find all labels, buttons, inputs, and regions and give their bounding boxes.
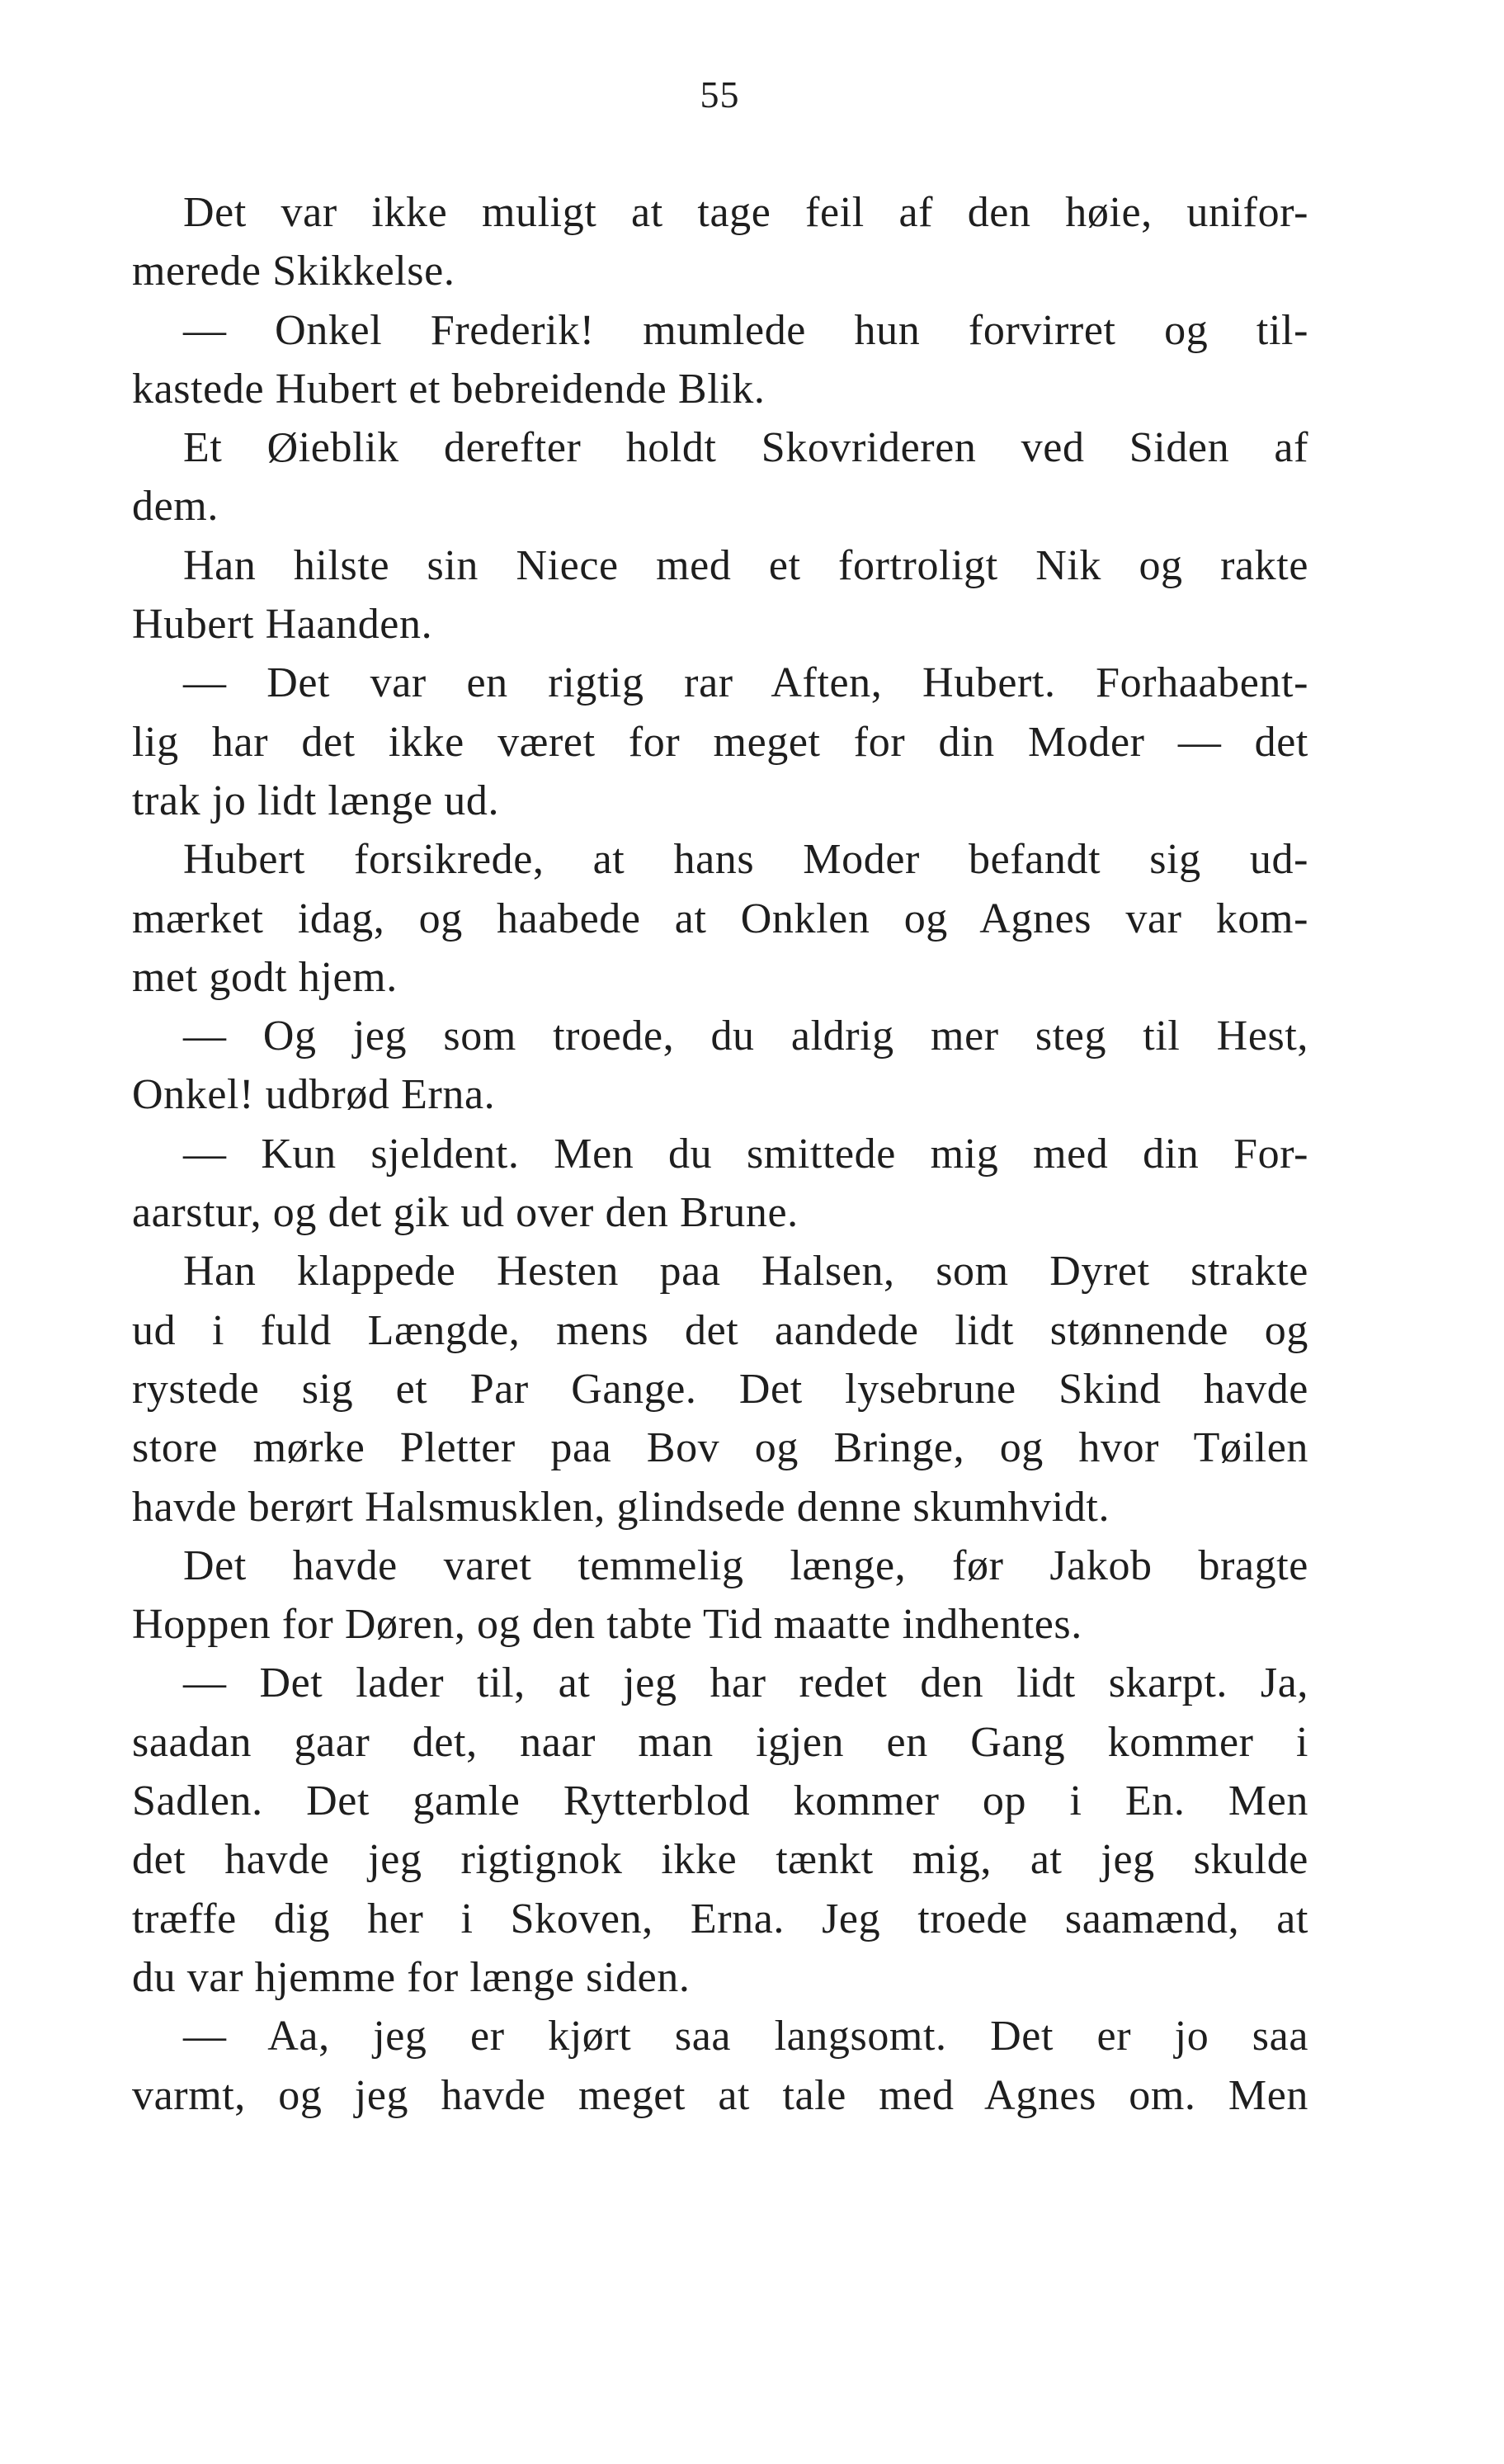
text-line: Hubert forsikrede, at hans Moder befandt sig ud- [183,836,1308,884]
text-line: store mørke Pletter paa Bov og Bringe, og hvor Tøilen [132,1424,1308,1472]
text-line: Sadlen. Det gamle Rytterblod kommer op i En. Men [132,1777,1308,1825]
text-line: Han klappede Hesten paa Halsen, som Dyret strakte [183,1248,1308,1296]
text-line: — Kun sjeldent. Men du smittede mig med din For- [183,1130,1308,1178]
text-line: dem. [132,483,219,531]
text-line: — Onkel Frederik! mumlede hun forvirret og til- [183,306,1308,354]
body-text [132,183,1308,2125]
text-line: — Og jeg som troede, du aldrig mer steg til Hest, [183,1013,1308,1060]
text-line: Et Øieblik derefter holdt Skovrideren ved Siden af [183,424,1308,472]
text-line: — Det lader til, at jeg har redet den lidt skarpt. Ja, [183,1659,1308,1707]
text-line: Hoppen for Døren, og den tabte Tid maatte indhentes. [132,1601,1082,1649]
text-line: det havde jeg rigtignok ikke tænkt mig, at jeg skulde [132,1836,1308,1884]
text-line: rystede sig et Par Gange. Det lysebrune Skind havde [132,1365,1308,1413]
text-line: du var hjemme for længe siden. [132,1953,691,2001]
text-line: kastede Hubert et bebreidende Blik. [132,365,766,413]
text-line: Hubert Haanden. [132,601,433,649]
text-line: saadan gaar det, naar man igjen en Gang kommer i [132,1718,1308,1766]
text-line: lig har det ikke været for meget for din Moder — det [132,718,1308,766]
text-line: varmt, og jeg havde meget at tale med Agnes om. Men [132,2071,1308,2119]
text-line: Det var ikke muligt at tage feil af den høie, unifor- [183,189,1308,236]
text-line: aarstur, og det gik ud over den Brune. [132,1189,799,1237]
text-line: trak jo lidt længe ud. [132,776,500,824]
text-line: Det havde varet temmelig længe, før Jakob bragte [183,1541,1308,1589]
text-line: merede Skikkelse. [132,248,455,295]
text-line: Han hilste sin Niece med et fortroligt Nik og rakte [183,541,1308,589]
text-line: træffe dig her i Skoven, Erna. Jeg troede saamænd, at [132,1895,1308,1942]
text-line: — Aa, jeg er kjørt saa langsomt. Det er jo saa [183,2013,1308,2060]
text-line: ud i fuld Længde, mens det aandede lidt stønnende og [132,1306,1308,1354]
text-line: mærket idag, og haabede at Onklen og Agnes var kom- [132,894,1308,942]
text-line: — Det var en rigtig rar Aften, Hubert. Forhaabent- [183,659,1308,707]
text-line: met godt hjem. [132,953,398,1001]
text-line: Onkel! udbrød Erna. [132,1071,496,1119]
page-number: 55 [700,73,740,116]
text-line: havde berørt Halsmusklen, glindsede denne skumhvidt. [132,1483,1110,1531]
